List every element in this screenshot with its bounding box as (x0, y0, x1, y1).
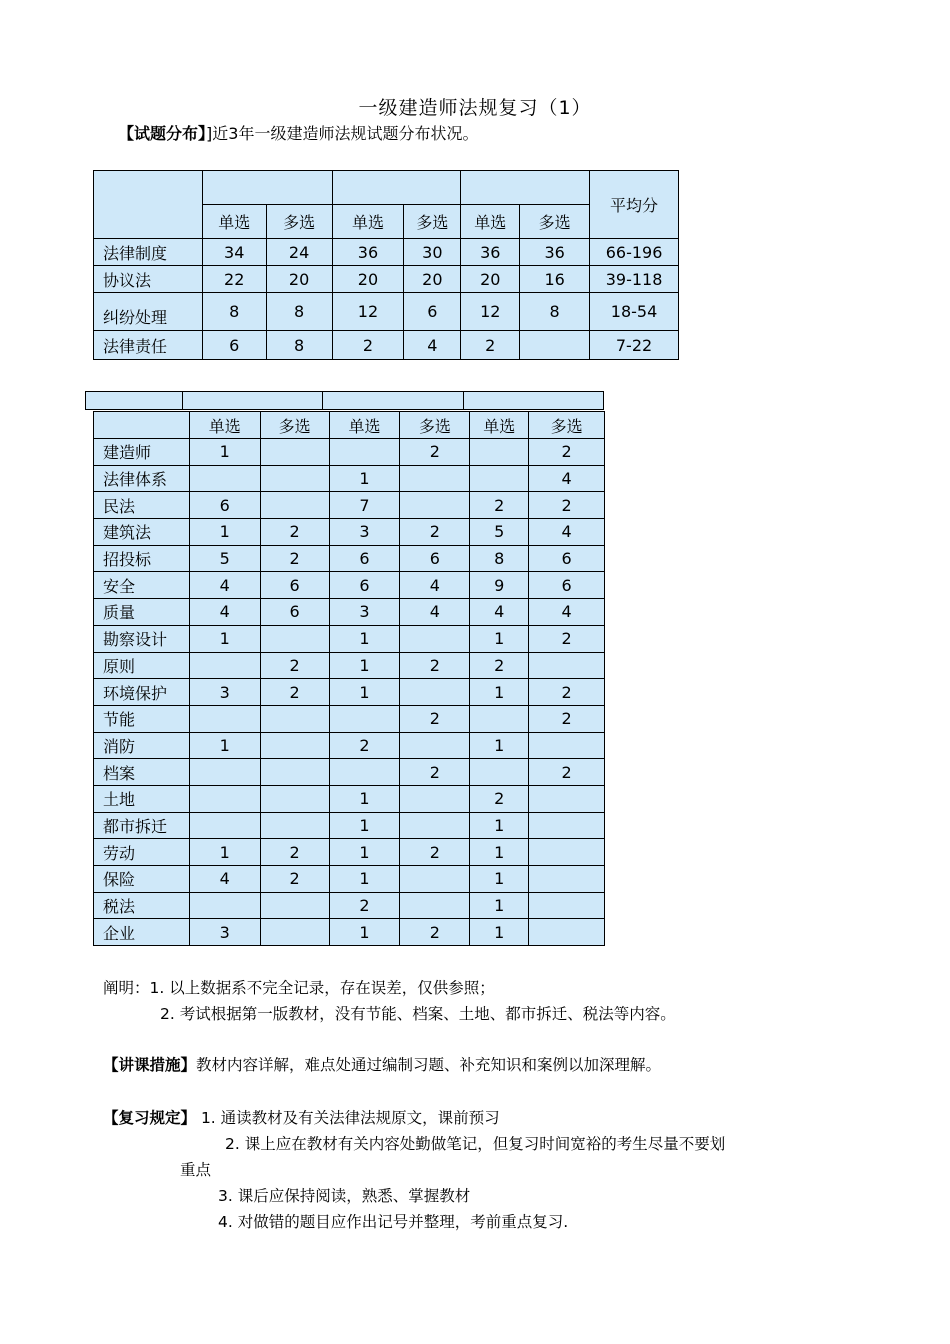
data-cell: 1 (329, 866, 400, 893)
data-cell: 2 (260, 545, 329, 572)
data-cell: 2 (332, 331, 404, 360)
row-label: 法律体系 (94, 465, 190, 492)
table-row (94, 266, 679, 293)
corner-cell (94, 412, 190, 439)
table-row (94, 732, 605, 759)
avg-cell: 18-54 (590, 293, 679, 331)
exam-distribution-table (93, 170, 679, 360)
table-row (94, 839, 605, 866)
data-cell: 2 (529, 492, 605, 519)
data-cell (400, 625, 470, 652)
data-cell (529, 892, 605, 919)
data-cell: 34 (202, 239, 266, 266)
data-cell: 16 (520, 266, 590, 293)
data-cell (189, 652, 260, 679)
subheader-cell: 多选 (400, 412, 470, 439)
data-cell: 2 (400, 759, 470, 786)
table-row (94, 919, 605, 946)
data-cell: 12 (332, 293, 404, 331)
table-row (94, 892, 605, 919)
table-row (94, 492, 605, 519)
row-label: 节能 (94, 705, 190, 732)
data-cell: 2 (461, 331, 520, 360)
table-row (94, 759, 605, 786)
table-row (94, 812, 605, 839)
review-section (103, 1105, 500, 1131)
data-cell (400, 679, 470, 706)
data-cell: 1 (189, 439, 260, 466)
data-cell (520, 331, 590, 360)
data-cell: 1 (329, 625, 400, 652)
data-cell: 4 (189, 599, 260, 626)
data-cell: 7 (329, 492, 400, 519)
topic-distribution-table (93, 411, 605, 946)
year-group-cell (332, 171, 461, 205)
data-cell (400, 812, 470, 839)
data-cell: 8 (520, 293, 590, 331)
note-line-1: 阐明：1. 以上数据系不完全记录，存在误差，仅供参照； (103, 979, 495, 997)
subheader-cell: 单选 (332, 205, 404, 239)
row-label: 保险 (94, 866, 190, 893)
teaching-section (103, 1052, 661, 1078)
data-cell: 20 (332, 266, 404, 293)
table-row (94, 239, 679, 266)
data-cell: 1 (470, 839, 529, 866)
data-cell: 2 (529, 625, 605, 652)
data-cell: 1 (329, 839, 400, 866)
table-row (94, 331, 679, 360)
data-cell (529, 812, 605, 839)
row-label: 民法 (94, 492, 190, 519)
data-cell (529, 652, 605, 679)
row-label: 法律制度 (94, 239, 203, 266)
data-cell: 2 (400, 919, 470, 946)
review-item-2: 2. 课上应在教材有关内容处勤做笔记，但复习时间宽裕的考生尽量不要划 (225, 1135, 726, 1153)
avg-cell: 66-196 (590, 239, 679, 266)
data-cell: 6 (404, 293, 461, 331)
page-title: 一级建造师法规复习（1） (358, 97, 592, 119)
row-label: 环境保护 (94, 679, 190, 706)
data-cell: 6 (202, 331, 266, 360)
year-group-cell (461, 171, 590, 205)
data-cell (189, 812, 260, 839)
data-cell (329, 759, 400, 786)
table-row (94, 866, 605, 893)
data-cell: 6 (260, 599, 329, 626)
row-label: 原则 (94, 652, 190, 679)
data-cell (260, 705, 329, 732)
data-cell: 1 (329, 919, 400, 946)
data-cell: 2 (260, 519, 329, 546)
subheader-cell: 多选 (529, 412, 605, 439)
data-cell: 2 (400, 652, 470, 679)
avg-cell: 7-22 (590, 331, 679, 360)
data-cell: 1 (189, 839, 260, 866)
data-cell: 24 (266, 239, 332, 266)
data-cell: 1 (329, 785, 400, 812)
data-cell (400, 465, 470, 492)
data-cell: 5 (189, 545, 260, 572)
data-cell: 4 (404, 331, 461, 360)
data-cell: 3 (189, 679, 260, 706)
subheader-cell: 单选 (189, 412, 260, 439)
data-cell (529, 785, 605, 812)
data-cell: 2 (260, 866, 329, 893)
data-cell: 1 (329, 812, 400, 839)
data-cell: 1 (470, 732, 529, 759)
table-row (94, 439, 605, 466)
intro-text: ]近3年一级建造师法规试题分布状况。 (206, 124, 479, 143)
data-cell (329, 705, 400, 732)
review-item-3: 3. 课后应保持阅读，熟悉、掌握教材 (218, 1187, 471, 1205)
data-cell: 36 (332, 239, 404, 266)
data-cell: 4 (400, 599, 470, 626)
data-cell: 2 (400, 705, 470, 732)
data-cell: 2 (260, 679, 329, 706)
data-cell (529, 839, 605, 866)
data-cell (260, 759, 329, 786)
data-cell: 2 (529, 679, 605, 706)
row-label: 协议法 (94, 266, 203, 293)
strip-divider (182, 392, 183, 410)
subheader-cell: 单选 (461, 205, 520, 239)
data-cell: 1 (329, 465, 400, 492)
avg-cell: 39-118 (590, 266, 679, 293)
data-cell: 3 (189, 919, 260, 946)
data-cell (400, 866, 470, 893)
table-row (94, 652, 605, 679)
table-row (94, 293, 679, 331)
data-cell: 8 (266, 293, 332, 331)
row-label: 土地 (94, 785, 190, 812)
data-cell: 1 (470, 866, 529, 893)
data-cell: 20 (266, 266, 332, 293)
row-label: 建筑法 (94, 519, 190, 546)
data-cell: 2 (529, 705, 605, 732)
data-cell: 6 (189, 492, 260, 519)
data-cell: 2 (400, 439, 470, 466)
row-label: 建造师 (94, 439, 190, 466)
data-cell: 30 (404, 239, 461, 266)
data-cell: 9 (470, 572, 529, 599)
subheader-cell: 多选 (520, 205, 590, 239)
data-cell: 4 (189, 866, 260, 893)
data-cell (260, 919, 329, 946)
data-cell (329, 439, 400, 466)
data-cell: 8 (266, 331, 332, 360)
intro-label: 【试题分布】 (118, 124, 207, 143)
data-cell (189, 892, 260, 919)
data-cell: 4 (529, 519, 605, 546)
data-cell: 2 (400, 839, 470, 866)
data-cell (529, 866, 605, 893)
data-cell: 4 (400, 572, 470, 599)
data-cell: 22 (202, 266, 266, 293)
row-label: 企业 (94, 919, 190, 946)
data-cell (189, 465, 260, 492)
data-cell: 4 (189, 572, 260, 599)
subheader-cell: 多选 (266, 205, 332, 239)
data-cell: 20 (461, 266, 520, 293)
data-cell: 12 (461, 293, 520, 331)
table2-header-strip (85, 391, 604, 410)
data-cell (400, 732, 470, 759)
data-cell: 2 (329, 732, 400, 759)
data-cell: 4 (529, 465, 605, 492)
data-cell: 2 (470, 492, 529, 519)
header-row-sub (94, 412, 605, 439)
table-row (94, 705, 605, 732)
data-cell (529, 732, 605, 759)
data-cell (470, 759, 529, 786)
teaching-text: 教材内容详解，难点处通过编制习题、补充知识和案例以加深理解。 (196, 1056, 662, 1074)
data-cell: 1 (329, 679, 400, 706)
data-cell: 1 (470, 812, 529, 839)
row-label: 都市拆迁 (94, 812, 190, 839)
table-row (94, 625, 605, 652)
teaching-label: 【讲课措施】 (103, 1056, 197, 1074)
row-label: 安全 (94, 572, 190, 599)
data-cell: 1 (329, 652, 400, 679)
data-cell: 6 (400, 545, 470, 572)
data-cell: 2 (529, 439, 605, 466)
data-cell: 1 (470, 625, 529, 652)
subheader-cell: 单选 (202, 205, 266, 239)
strip-divider (463, 392, 464, 410)
avg-header: 平均分 (590, 171, 679, 239)
row-label: 勘察设计 (94, 625, 190, 652)
data-cell: 2 (329, 892, 400, 919)
data-cell: 4 (529, 599, 605, 626)
corner-cell (94, 171, 203, 239)
data-cell: 20 (404, 266, 461, 293)
data-cell: 6 (329, 545, 400, 572)
subheader-cell: 单选 (329, 412, 400, 439)
data-cell: 2 (260, 652, 329, 679)
data-cell: 1 (470, 919, 529, 946)
table-row (94, 599, 605, 626)
data-cell (400, 892, 470, 919)
data-cell: 1 (189, 625, 260, 652)
subheader-cell: 多选 (404, 205, 461, 239)
table-row (94, 465, 605, 492)
data-cell: 3 (329, 599, 400, 626)
data-cell: 6 (260, 572, 329, 599)
table-row (94, 572, 605, 599)
row-label: 消防 (94, 732, 190, 759)
table-row (94, 545, 605, 572)
data-cell: 2 (529, 759, 605, 786)
data-cell (260, 785, 329, 812)
data-cell: 2 (260, 839, 329, 866)
data-cell (470, 705, 529, 732)
data-cell: 1 (189, 732, 260, 759)
data-cell (470, 439, 529, 466)
intro-line (118, 121, 478, 144)
data-cell: 4 (470, 599, 529, 626)
data-cell: 6 (529, 572, 605, 599)
data-cell (260, 625, 329, 652)
data-cell: 8 (470, 545, 529, 572)
data-cell: 6 (529, 545, 605, 572)
data-cell (260, 812, 329, 839)
review-item-1: 1. 通读教材及有关法律法规原文，课前预习 (196, 1109, 500, 1127)
data-cell (260, 492, 329, 519)
row-label: 劳动 (94, 839, 190, 866)
data-cell (189, 785, 260, 812)
subheader-cell: 多选 (260, 412, 329, 439)
row-label: 招投标 (94, 545, 190, 572)
row-label: 法律责任 (94, 331, 203, 360)
data-cell (189, 759, 260, 786)
data-cell: 2 (470, 652, 529, 679)
data-cell (260, 465, 329, 492)
table-row (94, 785, 605, 812)
review-label: 【复习规定】 (103, 1109, 197, 1127)
review-item-4: 4. 对做错的题目应作出记号并整理，考前重点复习. (218, 1213, 569, 1231)
data-cell: 3 (329, 519, 400, 546)
data-cell (529, 919, 605, 946)
data-cell (400, 785, 470, 812)
data-cell (260, 732, 329, 759)
data-cell: 1 (470, 679, 529, 706)
data-cell: 6 (329, 572, 400, 599)
strip-divider (322, 392, 323, 410)
note-line-2: 2. 考试根据第一版教材，没有节能、档案、土地、都市拆迁、税法等内容。 (160, 1005, 676, 1023)
row-label: 税法 (94, 892, 190, 919)
data-cell (260, 439, 329, 466)
data-cell: 5 (470, 519, 529, 546)
year-group-cell (202, 171, 332, 205)
data-cell: 36 (461, 239, 520, 266)
table-row (94, 519, 605, 546)
data-cell (400, 492, 470, 519)
data-cell: 8 (202, 293, 266, 331)
row-label: 纠纷处理 (94, 293, 203, 331)
data-cell: 1 (189, 519, 260, 546)
table-row (94, 679, 605, 706)
row-label: 质量 (94, 599, 190, 626)
data-cell (189, 705, 260, 732)
review-item-2-cont: 重点 (180, 1161, 212, 1179)
data-cell: 2 (400, 519, 470, 546)
data-cell (470, 465, 529, 492)
data-cell: 36 (520, 239, 590, 266)
data-cell (260, 892, 329, 919)
data-cell: 2 (470, 785, 529, 812)
row-label: 档案 (94, 759, 190, 786)
subheader-cell: 单选 (470, 412, 529, 439)
data-cell: 1 (470, 892, 529, 919)
header-row-top (94, 171, 679, 205)
